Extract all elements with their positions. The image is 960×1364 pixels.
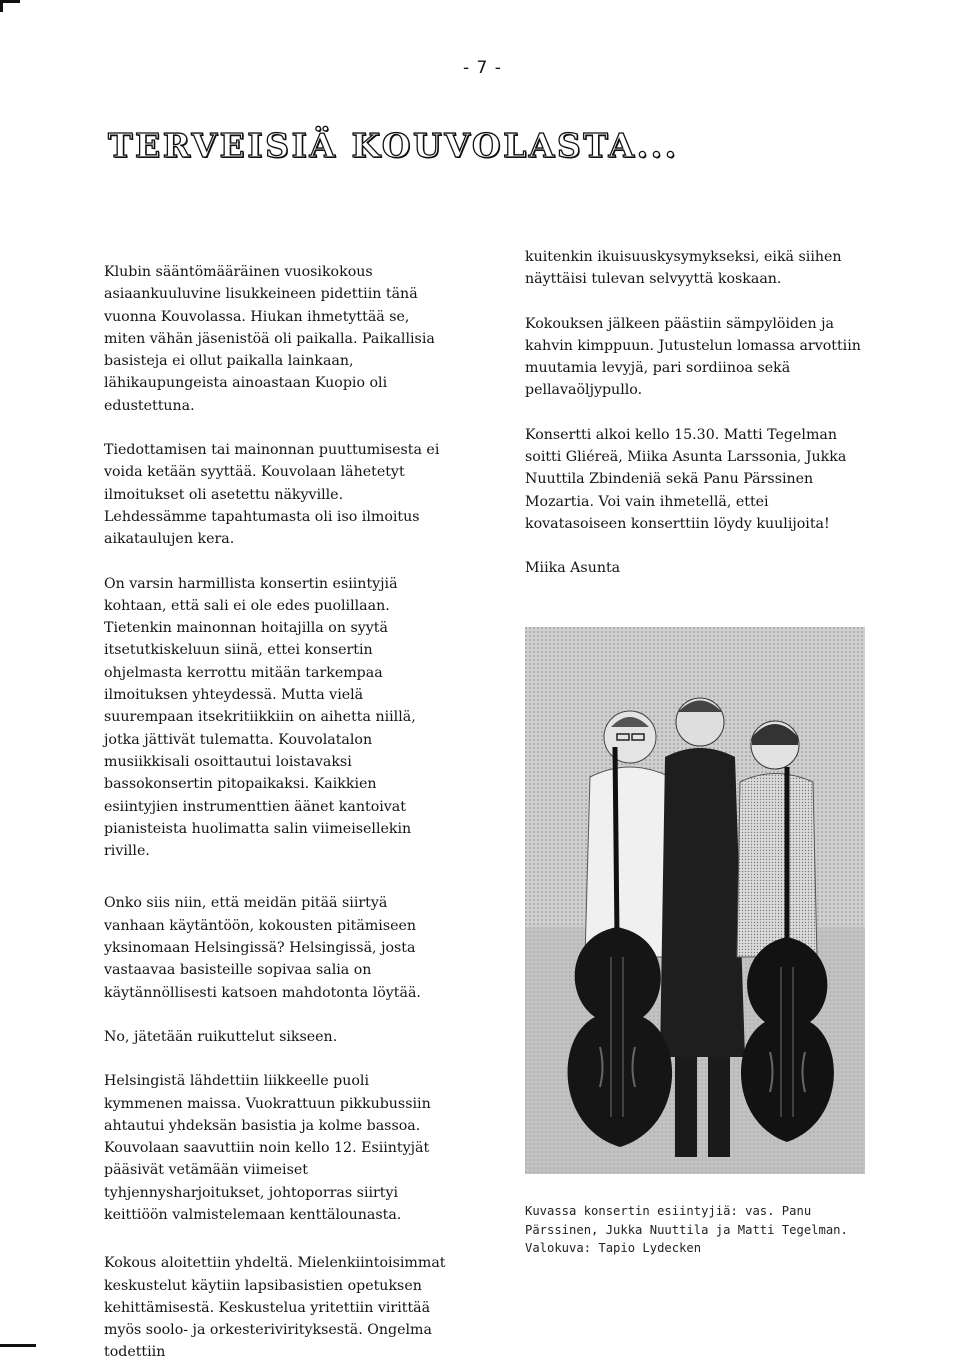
paragraph: On varsin harmillista konsertin esiintyjiä kohtaan, että sali ei ole edes puolillaan. Tietenkin mainonnan hoitajilla on syytä itsetutkiskeluun siinä, ettei konsertin ohjelmasta kerrottu mitään tarkempaa ilmoituksen yhteydessä. Mutta vielä suurempaan itsekritiikkiin on aihetta niillä, jotka jättivät tulematta. Kouvolatalon musiikkisali osoittautui loistavaksi bassokonsertin pitopaikaksi. Kaikkien esiintyjien instrumenttien äänet kantoivat pianisteista huolimatta salin viimeisellekin riville. (104, 575, 416, 860)
caption-line: Pärssinen, Jukka Nuuttila ja Matti Tegelman. (525, 1222, 848, 1237)
paragraph: Tiedottamisen tai mainonnan puuttumisesta ei voida ketään syyttää. Kouvolaan lähetetyt ilmoitukset oli asetettu näkyville. Lehdessämme tapahtumasta oli iso ilmoitus aikataulujen kera. (104, 442, 440, 548)
paragraph: Konsertti alkoi kello 15.30. Matti Tegelman soitti Gliéreä, Miika Asunta Larssonia, Jukka Nuuttila Zbindeniä sekä Panu Pärssinen Mozartia. Voi vain ihmetellä, ettei kovatasoiseen konserttiin löydy kuulijoita! (525, 426, 847, 532)
scan-corner-mark (0, 1344, 36, 1347)
paragraph: Helsingistä lähdettiin liikkeelle puoli kymmenen maissa. Vuokrattuun pikkubussiin ahtautui yhdeksän basistia ja kolme bassoa. (104, 1073, 431, 1134)
paragraph: kuitenkin ikuisuuskysymykseksi, eikä siihen näyttäisi tulevan selvyyttä koskaan. (525, 249, 842, 288)
caption-line: Valokuva: Tapio Lydecken (525, 1241, 702, 1255)
photo-caption (525, 1202, 865, 1258)
photograph-of-musicians-icon (525, 627, 865, 1174)
right-column (525, 246, 865, 580)
paragraph: Kokous aloitettiin yhdeltä. Mielenkiintoisimmat keskustelut käytiin lapsibasistien opetuksen kehittämisestä. Keskustelua yritettiin virittää myös soolo- ja orkesterivirityksestä. Ongelma todettiin (104, 1255, 446, 1361)
left-column (104, 261, 448, 1364)
scan-corner-mark (0, 0, 20, 3)
page-number: - 7 - (463, 58, 502, 78)
paragraph: Kouvolaan saavuttiin noin kello 12. Esiintyjät pääsivät vetämään viimeiset tyhjennysharjoitukset, johtoporras siirtyi keittiöön valmistelemaan kenttälounasta. (104, 1140, 430, 1223)
paragraph: Onko siis niin, että meidän pitää siirtyä vanhaan käytäntöön, kokousten pitämiseen yksinomaan Helsingissä? Helsingissä, josta vastaavaa basisteille sopivaa salia on käytännöllisesti katsoen mahdotonta löytää. (104, 895, 421, 1001)
caption-line: Kuvassa konsertin esiintyjiä: vas. Panu (525, 1204, 812, 1218)
article-title: TERVEISIÄ KOUVOLASTA... (108, 126, 679, 165)
scan-corner-mark (0, 0, 3, 12)
author-signature: Miika Asunta (525, 560, 621, 577)
paragraph: Klubin sääntömääräinen vuosikokous asiaankuuluvine lisukkeineen pidettiin tänä vuonna Kouvolassa. Hiukan ihmetyttää se, miten vähän jäsenistöä oli paikalla. Paikallisia basisteja ei ollut paikalla lainkaan, lähikaupungeista ainoastaan Kuopio oli edustettuna. (104, 264, 435, 414)
paragraph: No, jätetään ruikuttelut sikseen. (104, 1028, 338, 1045)
paragraph: Kokouksen jälkeen päästiin sämpylöiden ja kahvin kimppuun. Jutustelun lomassa arvottiin muutamia levyjä, pari sordiinoa sekä pellavaöljypullo. (525, 315, 861, 399)
